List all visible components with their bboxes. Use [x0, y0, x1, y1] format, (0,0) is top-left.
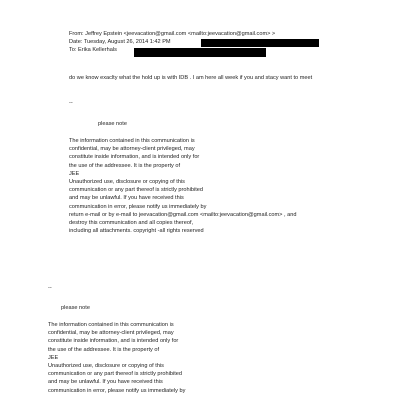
notice-line: The information contained in this communication is	[48, 322, 174, 328]
confidentiality-notice	[48, 321, 185, 395]
note-title: please note	[61, 305, 90, 311]
date-line: Date: Tuesday, August 26, 2014 1:42 PM	[69, 39, 171, 46]
notice-line: Unauthorized use, disclosure or copying of this	[48, 363, 164, 370]
notice-line: constitute inside information, and is intended only for	[69, 154, 200, 161]
notice-line: communication or any part thereof is strictly prohibited	[48, 371, 182, 378]
notice-line: the use of the addressee. It is the property of	[48, 346, 160, 353]
from-line: From: Jeffrey Epstein <jeevacation@gmail.com <mailto:jeevacation@gmail.com> >	[69, 31, 276, 37]
to-line: To: Erika Kellerhals	[69, 47, 117, 54]
notice-line: and may be unlawful. If you have received this	[69, 195, 184, 202]
notice-line: including all attachments. copyright -all rights reserved	[69, 228, 204, 235]
notice-line: destroy this communication and all copies thereof,	[69, 220, 194, 227]
notice-line: JEE	[69, 170, 80, 177]
separator: --	[48, 285, 52, 291]
notice-line: communication or any part thereof is strictly prohibited	[69, 187, 203, 194]
separator: --	[69, 100, 73, 106]
message-body: do we know exaclty what the hold up is with IDB . I am here all week if you and stacy want to meet	[69, 75, 313, 81]
notice-line: the use of the addressee. It is the property of	[69, 162, 181, 169]
notice-line: confidential, may be attorney-client privileged, may	[69, 146, 195, 153]
notice-line: The information contained in this communication is	[69, 138, 195, 144]
notice-line: communication in error, please notify us immediately by	[69, 203, 207, 210]
notice-line: confidential, may be attorney-client privileged, may	[48, 330, 174, 337]
redaction-box	[201, 39, 319, 47]
notice-line: Unauthorized use, disclosure or copying of this	[69, 179, 185, 186]
notice-line: and may be unlawful. If you have received this	[48, 379, 163, 386]
note-title: please note	[98, 121, 127, 127]
notice-line: constitute inside information, and is intended only for	[48, 338, 179, 345]
redaction-box	[134, 48, 266, 57]
notice-line: JEE	[48, 354, 59, 361]
notice-line: communication in error, please notify us immediately by	[48, 387, 186, 394]
notice-line: return e-mail or by e-mail to jeevacation@gmail.com <mailto:jeevacation@gmail.com> , and	[69, 211, 297, 218]
confidentiality-notice	[69, 137, 296, 235]
